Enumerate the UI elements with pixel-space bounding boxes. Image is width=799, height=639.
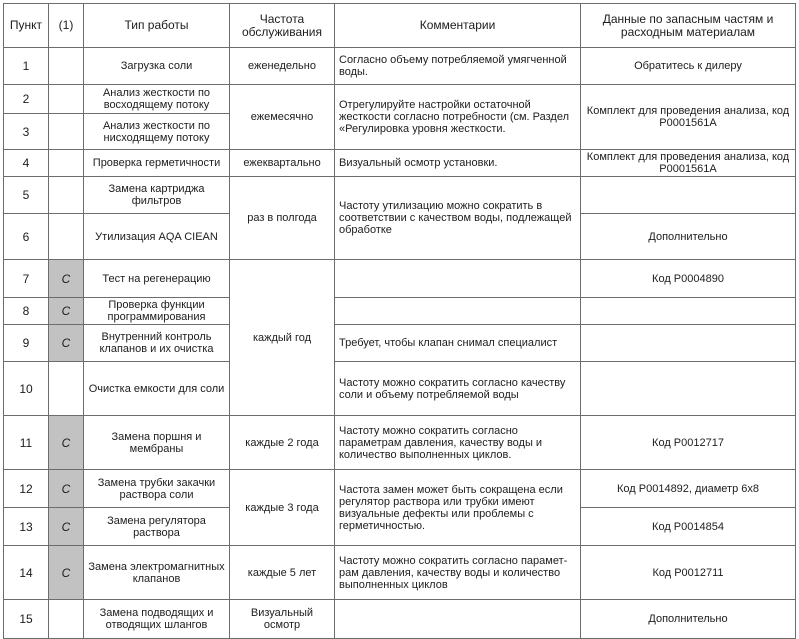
header-point: Пункт	[4, 4, 49, 48]
comment	[335, 260, 581, 298]
mark-cell: C	[49, 508, 84, 546]
table-row	[4, 177, 796, 214]
comment: Частота замен может быть сокращена если регулятор раствора или трубки имеют визуальные дефекты или проблемы с герметичностью.	[335, 470, 581, 546]
mark-cell: C	[49, 298, 84, 325]
mark-cell	[49, 214, 84, 260]
point-number: 6	[4, 214, 49, 260]
header-frequency: Частота обслуживания	[230, 4, 335, 48]
point-number: 4	[4, 150, 49, 177]
frequency: раз в полгода	[230, 177, 335, 260]
work-type: Проверка герметичности	[84, 150, 230, 177]
work-type: Замена картриджа фильтров	[84, 177, 230, 214]
comment	[335, 600, 581, 639]
point-number: 3	[4, 114, 49, 150]
table-row	[4, 416, 796, 470]
parts-info: Комплект для проведения анализа, код P0001561A	[581, 85, 796, 150]
work-type: Очистка емкости для соли	[84, 362, 230, 416]
table-row	[4, 470, 796, 508]
work-type: Анализ жесткости по нисходящему потоку	[84, 114, 230, 150]
point-number: 7	[4, 260, 49, 298]
parts-info: Дополнительно	[581, 214, 796, 260]
point-number: 10	[4, 362, 49, 416]
point-number: 11	[4, 416, 49, 470]
parts-info	[581, 362, 796, 416]
work-type: Замена регулятора раствора	[84, 508, 230, 546]
mark-cell	[49, 362, 84, 416]
header-row	[4, 4, 796, 48]
frequency: каждые 5 лет	[230, 546, 335, 600]
comment: Отрегулируйте настройки остаточной жесткости согласно потребности (см. Раздел «Регулировка уровня жесткости.	[335, 85, 581, 150]
parts-info: Код P0004890	[581, 260, 796, 298]
parts-info: Код P0012711	[581, 546, 796, 600]
parts-info	[581, 325, 796, 362]
parts-info: Обратитесь к дилеру	[581, 48, 796, 85]
header-work: Тип работы	[84, 4, 230, 48]
mark-cell	[49, 600, 84, 639]
comment: Требует, чтобы клапан снимал специалист	[335, 325, 581, 362]
work-type: Анализ жесткости по восходящему потоку	[84, 85, 230, 114]
parts-info: Код P0014892, диаметр 6х8	[581, 470, 796, 508]
point-number: 2	[4, 85, 49, 114]
comment: Частоту можно сократить согласно качеству соли и объему потребляемой воды	[335, 362, 581, 416]
work-type: Внутренний контроль клапанов и их очистка	[84, 325, 230, 362]
header-mark: (1)	[49, 4, 84, 48]
table-row	[4, 600, 796, 639]
mark-cell	[49, 114, 84, 150]
table-row	[4, 362, 796, 416]
mark-cell: C	[49, 325, 84, 362]
work-type: Замена подводящих и отводящих шлангов	[84, 600, 230, 639]
frequency: ежеквартально	[230, 150, 335, 177]
parts-info: Дополнительно	[581, 600, 796, 639]
comment	[335, 298, 581, 325]
header-parts: Данные по запасным частям и расходным материалам	[581, 4, 796, 48]
point-number: 14	[4, 546, 49, 600]
work-type: Замена электромагнитных клапанов	[84, 546, 230, 600]
work-type: Проверка функции программирования	[84, 298, 230, 325]
maintenance-table	[3, 3, 796, 639]
frequency: Визуальный осмотр	[230, 600, 335, 639]
table-row	[4, 325, 796, 362]
parts-info: Код P0012717	[581, 416, 796, 470]
comment: Частоту можно сократить согласно параметрам давления, качеству воды и количество выполненных циклов.	[335, 416, 581, 470]
frequency: каждые 2 года	[230, 416, 335, 470]
mark-cell: C	[49, 416, 84, 470]
table-row	[4, 298, 796, 325]
point-number: 9	[4, 325, 49, 362]
work-type: Замена трубки закачки раствора соли	[84, 470, 230, 508]
point-number: 8	[4, 298, 49, 325]
table-row	[4, 85, 796, 114]
mark-cell	[49, 177, 84, 214]
comment: Визуальный осмотр установки.	[335, 150, 581, 177]
parts-info: Комплект для проведения анализа, код P0001561A	[581, 150, 796, 177]
work-type: Замена поршня и мембраны	[84, 416, 230, 470]
mark-cell	[49, 48, 84, 85]
parts-info	[581, 177, 796, 214]
mark-cell	[49, 85, 84, 114]
parts-info: Код P0014854	[581, 508, 796, 546]
mark-cell: C	[49, 546, 84, 600]
comment: Частоту можно сократить согласно парамет-рам давления, качеству воды и количество выполненных циклов	[335, 546, 581, 600]
header-comment: Комментарии	[335, 4, 581, 48]
mark-cell	[49, 150, 84, 177]
table-row	[4, 260, 796, 298]
frequency: ежемесячно	[230, 85, 335, 150]
work-type: Утилизация AQA CIEAN	[84, 214, 230, 260]
frequency: еженедельно	[230, 48, 335, 85]
comment: Частоту утилизацию можно сократить в соответствии с качеством воды, подлежащей обработке	[335, 177, 581, 260]
frequency: каждые 3 года	[230, 470, 335, 546]
point-number: 12	[4, 470, 49, 508]
parts-info	[581, 298, 796, 325]
table-row	[4, 546, 796, 600]
mark-cell: C	[49, 470, 84, 508]
point-number: 13	[4, 508, 49, 546]
frequency: каждый год	[230, 260, 335, 416]
table-row	[4, 150, 796, 177]
mark-cell: C	[49, 260, 84, 298]
point-number: 15	[4, 600, 49, 639]
comment: Согласно объему потребляемой умягченной воды.	[335, 48, 581, 85]
table-row	[4, 48, 796, 85]
work-type: Тест на регенерацию	[84, 260, 230, 298]
point-number: 5	[4, 177, 49, 214]
work-type: Загрузка соли	[84, 48, 230, 85]
point-number: 1	[4, 48, 49, 85]
